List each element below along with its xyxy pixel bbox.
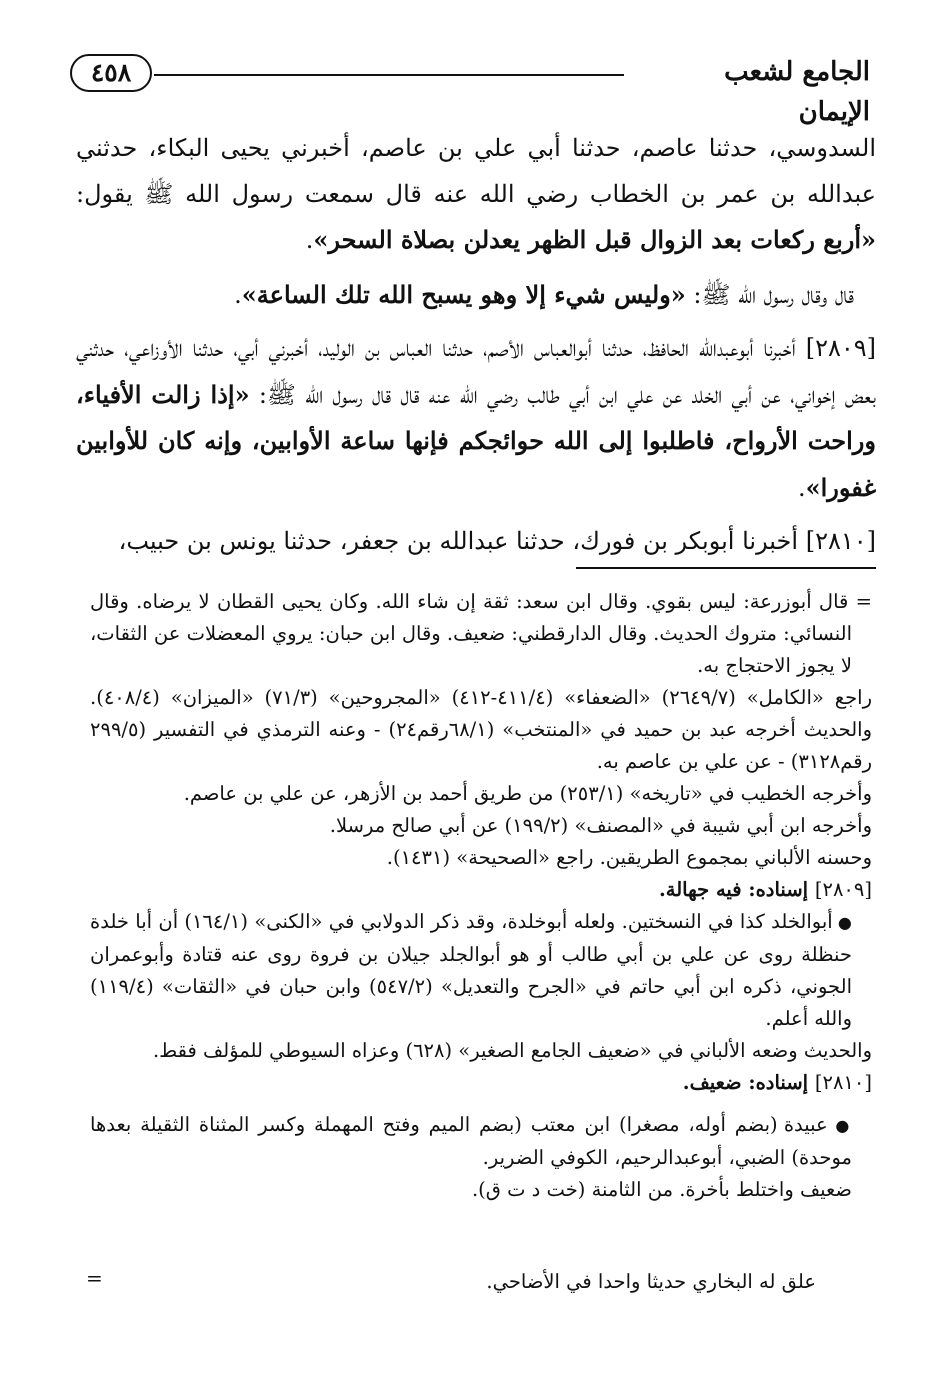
hadith-2809-chain: أخبرنا أبوعبدالله الحافظ، حدثنا أبوالعباس الأصم، حدثنا العباس بن الوليد، أخبرني أبي، حدثنا الأوزاعي، حدثني بعض إخواني، عن أبي الخلد عن علي ابن أبي طالب رضي الله عنه قال قال رسول الله ﷺ:	[76, 334, 876, 409]
footnote-rule	[576, 567, 876, 569]
hadith-2809-end: .	[798, 473, 806, 502]
note-khatib: وأخرجه الخطيب في «تاريخه» (٢٥٣/١) من طريق أحمد بن الأزهر، عن علي بن عاصم.	[183, 782, 872, 805]
hadith-2810-chain: أخبرنا أبوبكر بن فورك، حدثنا عبدالله بن جعفر، حدثنا يونس بن حبيب،	[118, 527, 806, 555]
header-rule	[154, 74, 624, 76]
note-ubayda	[90, 1109, 872, 1174]
note-narrator-critique: = قال أبوزرعة: ليس بقوي. وقال ابن سعد: ثقة إن شاء الله. وكان يحيى القطان لا يرضاه. وقال النسائي: متروك الحديث. وقال الدارقطني: ضعيف. وقال ابن حبان: يروي المعضلات عن الثقات، لا يجوز الاحتجاج به.	[90, 590, 872, 677]
paragraph-2-end: .	[234, 280, 242, 309]
note-abu-al-khuld	[90, 906, 872, 1035]
note-daif-jami: والحديث وضعه الألباني في «ضعيف الجامع الصغير» (٦٢٨) وعزاه السيوطي للمؤلف فقط.	[152, 1039, 872, 1062]
isnad-grade-2810: إسناده: ضعيف.	[682, 1071, 815, 1094]
bullet-icon: ●	[827, 1116, 853, 1135]
note-abu-al-khuld-text: أبوالخلد كذا في النسختين. ولعله أبوخلدة، وقد ذكر الدولابي في «الكنى» (١٦٤/١) أن أبا خلدة حنظلة روى عن علي بن أبي طالب أو هو أبوالجلد جيلان بن فروة روى عنه قتادة وأبوعمران الجوني، ذكره ابن أبي حاتم في «الجرح والتعديل» (٥٤٧/٢) وابن حبان في «الثقات» (١١٩/٤) والله أعلم.	[90, 910, 852, 1030]
running-header	[70, 50, 870, 127]
book-title: الجامع لشعب الإيمان	[724, 57, 870, 127]
isnad-grade-2809: إسناده: فيه جهالة.	[658, 878, 815, 901]
hadith-number-2809: [٢٨٠٩]	[805, 334, 876, 362]
hadith-number-2810: [٢٨١٠]	[805, 527, 876, 555]
note-number-2810: [٢٨١٠]	[814, 1071, 872, 1094]
continuation-mark: =	[86, 1266, 103, 1290]
paragraph-2-text: قال وقال رسول الله ﷺ:	[685, 280, 854, 309]
footnotes	[90, 586, 872, 1206]
note-references: راجع «الكامل» (٢٦٤٩/٧) «الضعفاء» (٤١١/٤-٤١٢) «المجروحين» (٧١/٣) «الميزان» (٤٠٨/٤). والحديث أخرجه عبد بن حميد في «المنتخب» (٦٨/١رقم٢٤) - وعنه الترمذي في التفسير (٢٩٩/٥ رقم٣١٢٨) - عن علي بن عاصم به.	[90, 686, 872, 773]
note-isnad-2810	[90, 1067, 872, 1099]
paragraph-1	[76, 126, 876, 264]
paragraph-1-end: .	[305, 226, 314, 254]
hadith-2810	[76, 519, 876, 565]
note-ubayda-text: عبيدة (بضم أوله، مصغرا) ابن معتب (بضم الميم وفتح المهملة وكسر المثناة الثقيلة بعدها موحدة) الضبي، أبوعبدالرحيم، الكوفي الضرير.	[90, 1113, 852, 1169]
hadith-2809-text: «إذا زالت الأفياء، وراحت الأرواح، فاطلبوا إلى الله حوائجكم فإنها ساعة الأوابين، وإنه كان للأوابين غفورا»	[76, 379, 876, 502]
paragraph-1-hadith: «أربع ركعات بعد الزوال قبل الظهر يعدلن بصلاة السحر»	[313, 225, 876, 254]
page-number: ٤٥٨	[70, 54, 152, 92]
note-ibn-abi-shayba: وأخرجه ابن أبي شيبة في «المصنف» (١٩٩/٢) عن أبي صالح مرسلا.	[329, 814, 872, 837]
note-ubayda-grade: ضعيف واختلط بأخرة. من الثامنة (خت د ت ق).	[471, 1178, 852, 1201]
note-isnad-2809	[90, 874, 872, 906]
note-albani: وحسنه الألباني بمجموع الطريقين. راجع «الصحيحة» (١٤٣١).	[386, 846, 872, 869]
paragraph-2	[76, 272, 876, 319]
bullet-icon: ●	[832, 913, 852, 932]
hadith-2809	[76, 326, 876, 511]
note-number-2809: [٢٨٠٩]	[814, 878, 872, 901]
note-bukhari: علق له البخاري حديثا واحدا في الأضاحي.	[486, 1270, 816, 1293]
paragraph-1-text: السدوسي، حدثنا عاصم، حدثنا أبي علي بن عاصم، أخبرني يحيى البكاء، حدثني عبدالله بن عمر بن الخطاب رضي الله عنه قال سمعت رسول الله ﷺ يقول:	[76, 134, 876, 208]
paragraph-2-hadith: «وليس شيء إلا وهو يسبح الله تلك الساعة»	[241, 279, 686, 309]
main-text	[76, 126, 876, 565]
